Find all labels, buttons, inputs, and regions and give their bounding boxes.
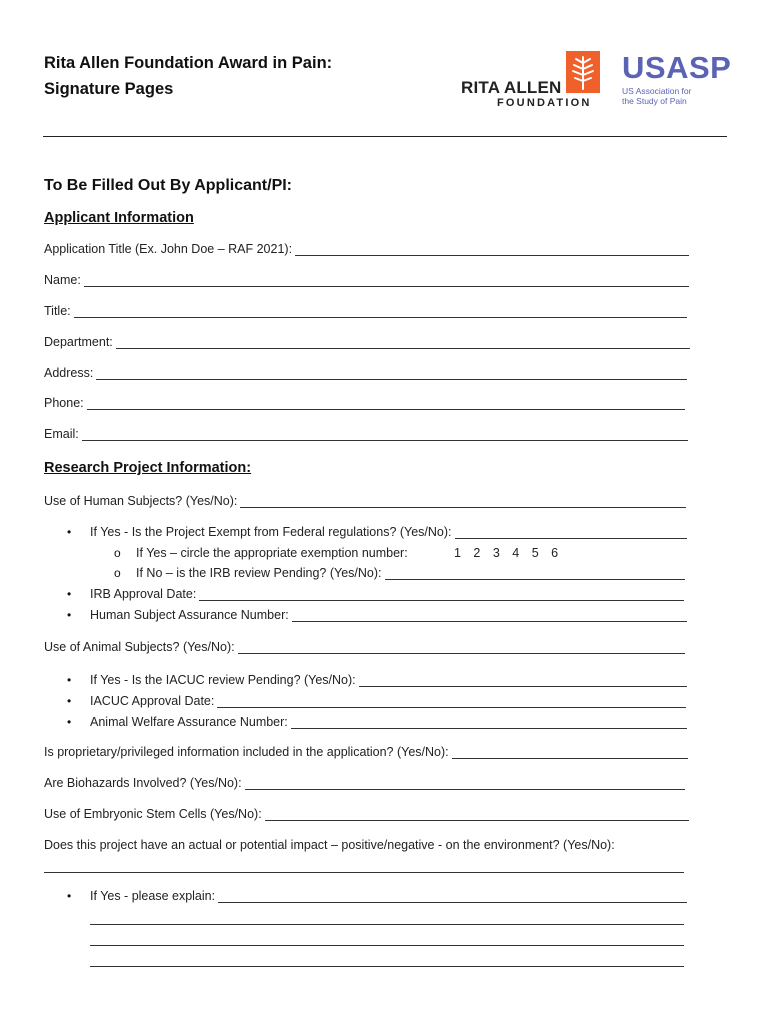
- human-assurance-label: Human Subject Assurance Number:: [90, 608, 289, 622]
- rita-allen-logo: [461, 48, 611, 112]
- usasp-logo: [622, 52, 731, 106]
- phone-label: Phone:: [44, 396, 84, 410]
- usasp-logo-name: USASP: [622, 50, 732, 85]
- human-assurance-field[interactable]: [90, 608, 687, 622]
- usasp-logo-line1: US Association for: [622, 86, 692, 96]
- application-title-line[interactable]: [295, 243, 689, 256]
- human-exempt-line[interactable]: [455, 526, 687, 539]
- stem-cells-line[interactable]: [265, 808, 689, 821]
- animal-assurance-label: Animal Welfare Assurance Number:: [90, 715, 288, 729]
- bullet-icon: •: [67, 673, 72, 687]
- iacuc-pending-label: If Yes - Is the IACUC review Pending? (Yes/No):: [90, 673, 356, 687]
- animal-subjects-field[interactable]: [44, 640, 685, 654]
- iacuc-approval-field[interactable]: [90, 694, 686, 708]
- title-line-2: Signature Pages: [44, 80, 174, 98]
- bullet-icon: •: [67, 525, 72, 539]
- animal-subjects-line[interactable]: [238, 641, 685, 654]
- irb-approval-field[interactable]: [90, 587, 684, 601]
- iacuc-approval-label: IACUC Approval Date:: [90, 694, 215, 708]
- title-field[interactable]: [44, 304, 687, 318]
- iacuc-approval-line[interactable]: [217, 695, 686, 708]
- open-bullet-icon: o: [114, 546, 121, 560]
- bullet-icon: •: [67, 889, 72, 903]
- human-exempt-label: If Yes - Is the Project Exempt from Federal regulations? (Yes/No):: [90, 525, 452, 539]
- proprietary-line[interactable]: [452, 746, 688, 759]
- human-subjects-field[interactable]: [44, 494, 686, 508]
- email-label: Email:: [44, 427, 79, 441]
- irb-pending-field[interactable]: [136, 566, 685, 580]
- name-field[interactable]: [44, 273, 689, 287]
- explain-field[interactable]: [90, 889, 687, 903]
- document-title: [44, 50, 332, 102]
- exemption-number-label: If Yes – circle the appropriate exemption number:: [136, 546, 408, 560]
- animal-subjects-label: Use of Animal Subjects? (Yes/No):: [44, 640, 235, 654]
- explain-line[interactable]: [218, 890, 687, 903]
- biohazards-field[interactable]: [44, 776, 685, 790]
- usasp-logo-line2: the Study of Pain: [622, 96, 687, 106]
- department-line[interactable]: [116, 336, 690, 349]
- header-divider: [43, 136, 727, 137]
- exemption-number-field: [136, 546, 408, 560]
- explain-line-2[interactable]: [90, 923, 684, 925]
- applicant-information-heading: Applicant Information: [44, 210, 194, 226]
- address-field[interactable]: [44, 366, 687, 380]
- environment-line[interactable]: [44, 871, 684, 873]
- human-subjects-line[interactable]: [240, 495, 686, 508]
- email-line[interactable]: [82, 428, 688, 441]
- proprietary-label: Is proprietary/privileged information included in the application? (Yes/No):: [44, 745, 449, 759]
- human-subjects-label: Use of Human Subjects? (Yes/No):: [44, 494, 238, 508]
- explain-line-3[interactable]: [90, 944, 684, 946]
- application-title-field[interactable]: [44, 242, 689, 256]
- name-label: Name:: [44, 273, 81, 287]
- proprietary-field[interactable]: [44, 745, 688, 759]
- email-field[interactable]: [44, 427, 688, 441]
- name-line[interactable]: [84, 274, 689, 287]
- irb-approval-line[interactable]: [199, 588, 684, 601]
- title-label: Title:: [44, 304, 71, 318]
- biohazards-label: Are Biohazards Involved? (Yes/No):: [44, 776, 242, 790]
- department-field[interactable]: [44, 335, 690, 349]
- address-line[interactable]: [96, 367, 687, 380]
- department-label: Department:: [44, 335, 113, 349]
- animal-assurance-field[interactable]: [90, 715, 687, 729]
- bullet-icon: •: [67, 608, 72, 622]
- exemption-number-options[interactable]: 1 2 3 4 5 6: [454, 546, 559, 560]
- biohazards-line[interactable]: [245, 777, 685, 790]
- explain-line-4[interactable]: [90, 965, 684, 967]
- address-label: Address:: [44, 366, 94, 380]
- stem-cells-field[interactable]: [44, 807, 689, 821]
- phone-line[interactable]: [87, 397, 685, 410]
- bullet-icon: •: [67, 715, 72, 729]
- title-line[interactable]: [74, 305, 687, 318]
- human-assurance-line[interactable]: [292, 609, 687, 622]
- stem-cells-label: Use of Embryonic Stem Cells (Yes/No):: [44, 807, 262, 821]
- rita-allen-logo-text: RITA ALLEN: [461, 78, 562, 97]
- irb-pending-line[interactable]: [385, 567, 686, 580]
- open-bullet-icon: o: [114, 566, 121, 580]
- environment-field: [44, 838, 615, 852]
- environment-label: Does this project have an actual or potential impact – positive/negative - on the environment? (Yes/No):: [44, 838, 615, 852]
- iacuc-pending-field[interactable]: [90, 673, 687, 687]
- bullet-icon: •: [67, 694, 72, 708]
- foundation-logo-text: FOUNDATION: [497, 97, 592, 109]
- iacuc-pending-line[interactable]: [359, 674, 687, 687]
- bullet-icon: •: [67, 587, 72, 601]
- explain-label: If Yes - please explain:: [90, 889, 216, 903]
- animal-assurance-line[interactable]: [291, 716, 687, 729]
- human-exempt-field[interactable]: [90, 525, 687, 539]
- application-title-label: Application Title (Ex. John Doe – RAF 2021):: [44, 242, 293, 256]
- section-title: To Be Filled Out By Applicant/PI:: [44, 177, 293, 194]
- irb-pending-label: If No – is the IRB review Pending? (Yes/No):: [136, 566, 382, 580]
- irb-approval-label: IRB Approval Date:: [90, 587, 197, 601]
- leaf-icon: [566, 51, 600, 93]
- research-project-heading: Research Project Information:: [44, 460, 252, 476]
- title-line-1: Rita Allen Foundation Award in Pain:: [44, 54, 333, 72]
- phone-field[interactable]: [44, 396, 685, 410]
